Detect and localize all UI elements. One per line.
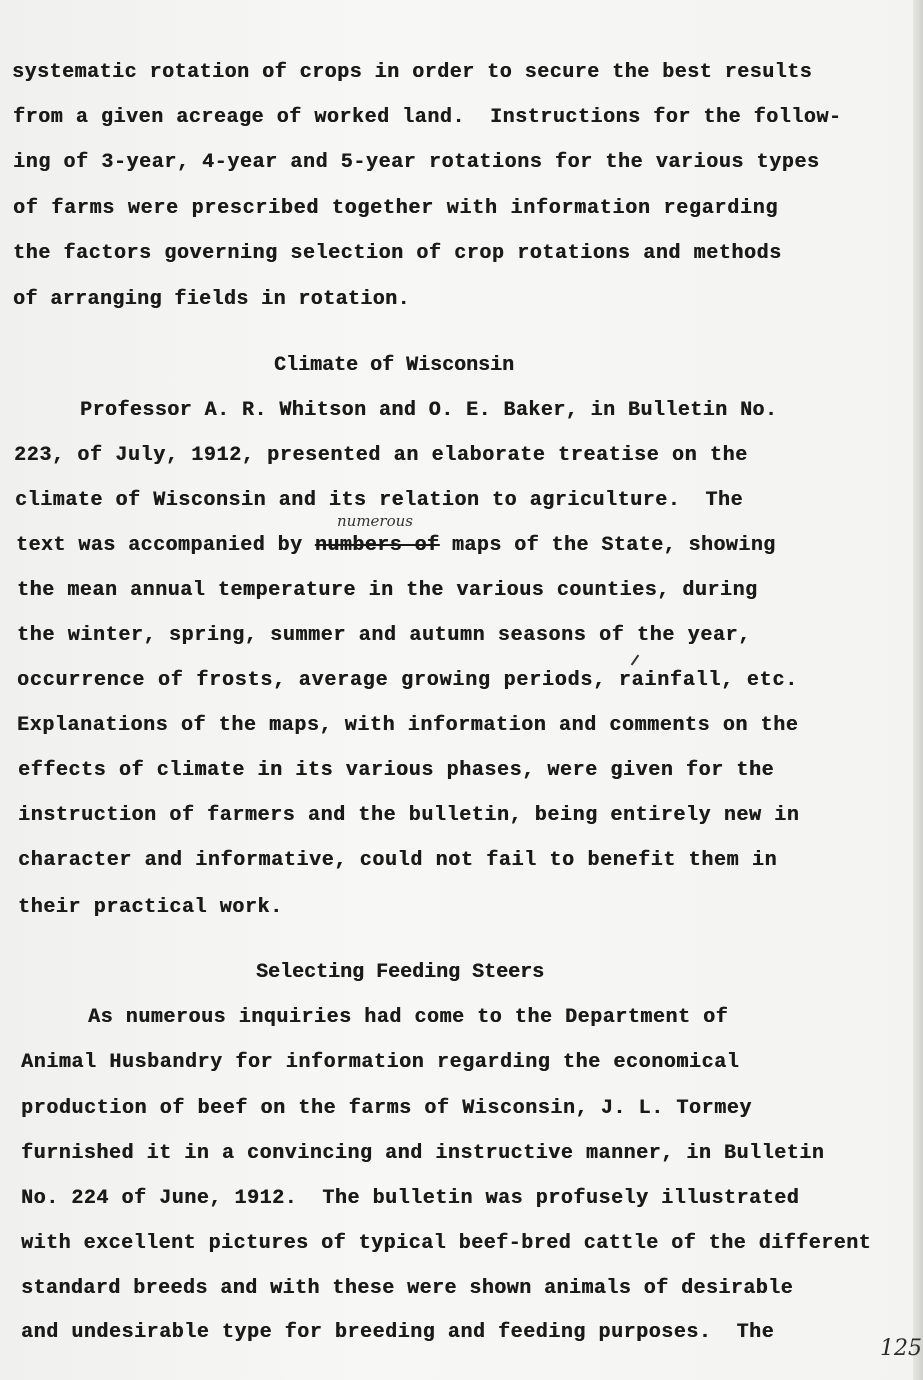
section-1-line-4	[16, 534, 776, 558]
section-1-line-7: occurrence of frosts, average growing periods, rainfall, etc.	[17, 669, 798, 692]
paragraph-1-line-4: of farms were prescribed together with information regarding	[13, 197, 779, 220]
section-1-line-12: their practical work.	[18, 896, 283, 919]
section-heading-steers: Selecting Feeding Steers	[256, 961, 545, 984]
paragraph-1-line-3: ing of 3-year, 4-year and 5-year rotations for the various types	[13, 151, 820, 174]
section-1-line-9: effects of climate in its various phases, were given for the	[18, 759, 775, 782]
handwritten-insertion: numerous	[337, 512, 413, 530]
page-number: 125	[880, 1336, 922, 1361]
page-edge-shadow	[913, 0, 923, 1380]
paragraph-1-line-6: of arranging fields in rotation.	[13, 288, 410, 311]
section-2-line-6: with excellent pictures of typical beef-bred cattle of the different	[21, 1232, 872, 1255]
section-1-line-6: the winter, spring, summer and autumn seasons of the year,	[17, 624, 751, 647]
section-2-line-4: furnished it in a convincing and instructive manner, in Bulletin	[21, 1142, 825, 1165]
section-1-line-5: the mean annual temperature in the various counties, during	[17, 579, 758, 602]
section-2-line-8: and undesirable type for breeding and feeding purposes. The	[21, 1321, 775, 1344]
paragraph-1-line-5: the factors governing selection of crop rotations and methods	[13, 242, 782, 265]
section-heading-climate: Climate of Wisconsin	[274, 354, 515, 377]
section-1-line-3: climate of Wisconsin and its relation to agriculture. The	[15, 489, 744, 512]
section-1-line-11: character and informative, could not fail to benefit them in	[18, 849, 778, 872]
paragraph-1-line-1: systematic rotation of crops in order to secure the best results	[12, 61, 813, 84]
section-1-line-2: 223, of July, 1912, presented an elaborate treatise on the	[14, 444, 748, 467]
handwritten-tick-mark	[631, 655, 640, 666]
line-4-text-after: maps of the State, showing	[439, 534, 776, 557]
section-2-line-2: Animal Husbandry for information regarding the economical	[21, 1051, 740, 1074]
section-1-line-1: Professor A. R. Whitson and O. E. Baker, in Bulletin No.	[80, 399, 778, 422]
paragraph-1-line-2: from a given acreage of worked land. Instructions for the follow-	[13, 106, 842, 129]
line-4-text-before: text was accompanied by	[16, 534, 315, 557]
section-2-line-3: production of beef on the farms of Wisconsin, J. L. Tormey	[21, 1097, 752, 1120]
section-2-line-7: standard breeds and with these were shown animals of desirable	[21, 1277, 794, 1300]
section-2-line-5: No. 224 of June, 1912. The bulletin was profusely illustrated	[21, 1187, 800, 1210]
section-1-line-8: Explanations of the maps, with information and comments on the	[17, 714, 799, 737]
struck-text: numbers of	[314, 534, 440, 557]
section-2-line-1: As numerous inquiries had come to the Department of	[88, 1006, 729, 1029]
section-1-line-10: instruction of farmers and the bulletin, being entirely new in	[18, 804, 800, 827]
